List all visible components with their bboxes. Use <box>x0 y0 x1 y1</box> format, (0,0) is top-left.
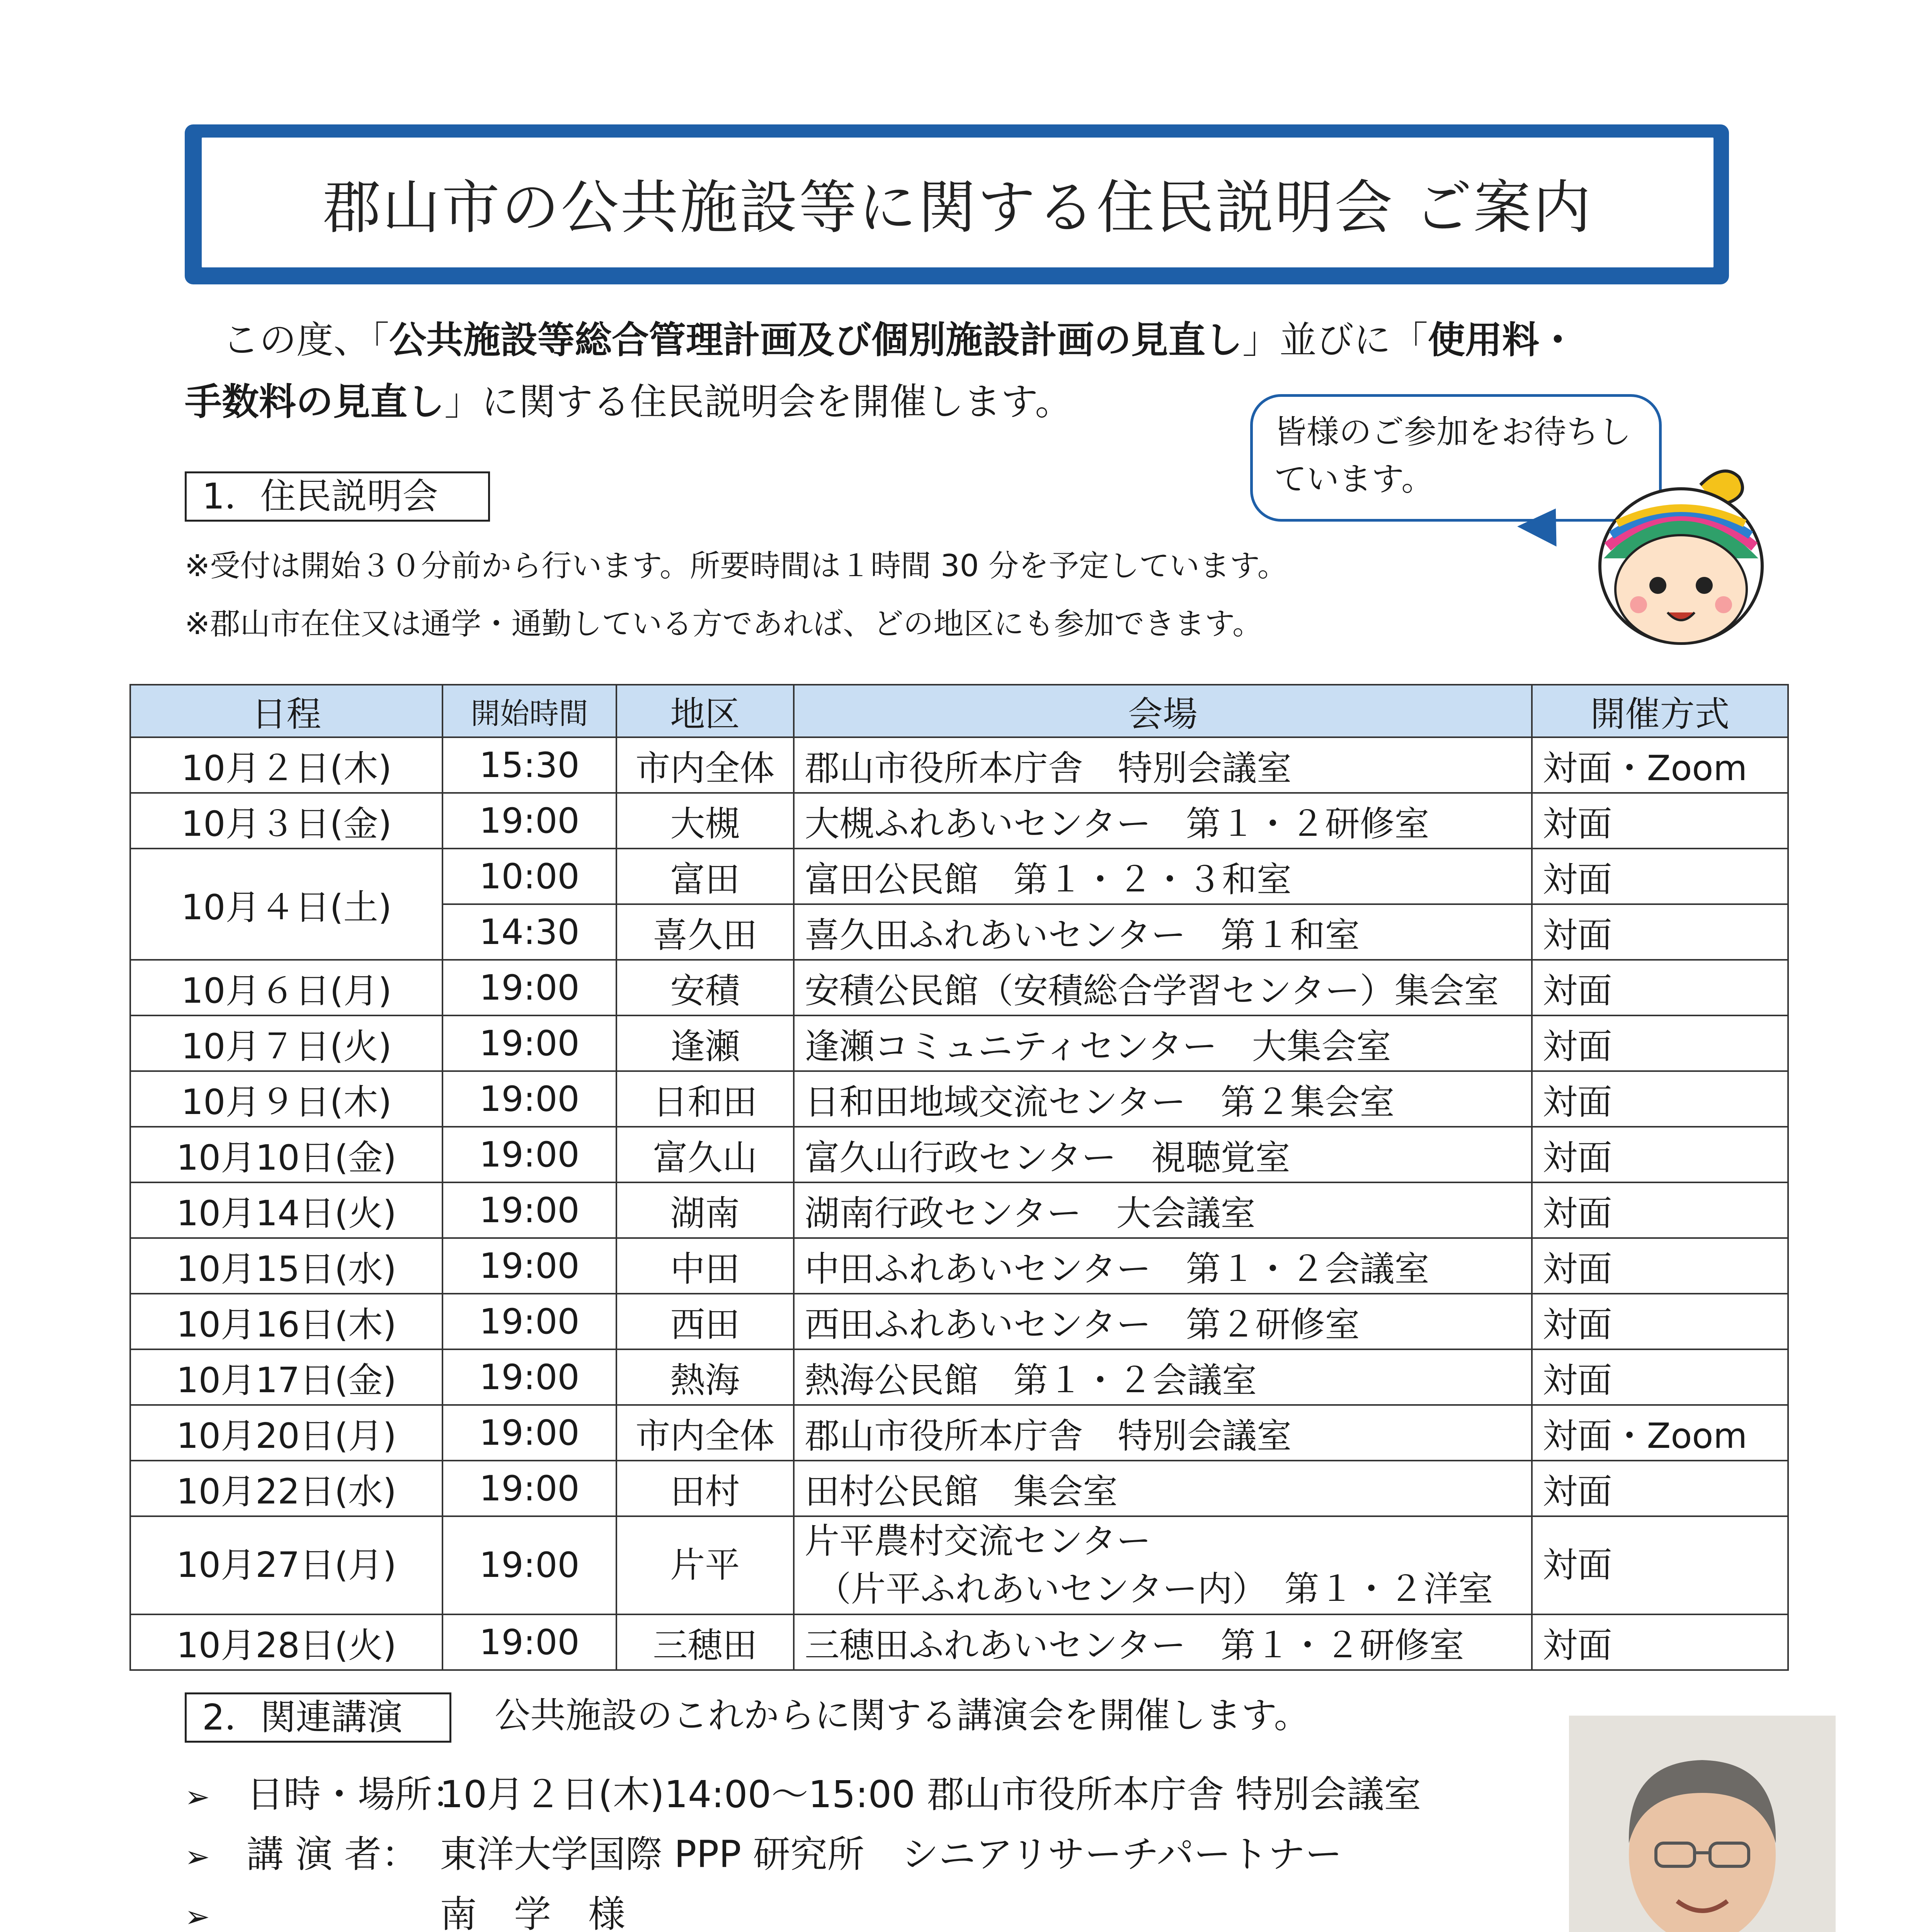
cell-mode: 対面・Zoom <box>1532 737 1788 793</box>
intro-emphasis: 使用料・ <box>1428 318 1576 362</box>
cell-venue <box>794 1516 1531 1614</box>
cell-area: 熱海 <box>616 1349 794 1405</box>
cell-area: 片平 <box>616 1516 794 1614</box>
cell-date: 10月６日(月) <box>130 960 442 1015</box>
table-row <box>130 1614 1788 1670</box>
intro-text: この度、「 <box>222 318 389 362</box>
section-1-note-1: ※受付は開始３０分前から行います。所要時間は１時間 30 分を予定しています。 <box>185 549 1288 583</box>
cell-venue: 湖南行政センター 大会議室 <box>794 1182 1531 1238</box>
cell-date: 10月27日(月) <box>130 1516 442 1614</box>
cell-venue: 中田ふれあいセンター 第１・２会議室 <box>794 1238 1531 1294</box>
cell-time: 10:00 <box>442 849 616 904</box>
cell-venue: 郡山市役所本庁舎 特別会議室 <box>794 1405 1531 1461</box>
cell-area: 富久山 <box>616 1127 794 1182</box>
cell-mode: 対面 <box>1532 904 1788 960</box>
cell-venue: 安積公民館（安積総合学習センター）集会室 <box>794 960 1531 1015</box>
cell-venue: 大槻ふれあいセンター 第１・２研修室 <box>794 793 1531 849</box>
venue-line-2: （片平ふれあいセンター内） 第１・２洋室 <box>816 1569 1493 1609</box>
cell-venue: 喜久田ふれあいセンター 第１和室 <box>794 904 1531 960</box>
cell-date: 10月９日(木) <box>130 1071 442 1127</box>
cell-date: 10月17日(金) <box>130 1349 442 1405</box>
cell-venue: 逢瀬コミュニティセンター 大集会室 <box>794 1015 1531 1071</box>
cell-time: 19:00 <box>442 1516 616 1614</box>
cell-area: 湖南 <box>616 1182 794 1238</box>
cell-time: 19:00 <box>442 1405 616 1461</box>
section-1-label: 1．住民説明会 <box>185 471 490 522</box>
intro-line-1 <box>222 309 1576 371</box>
cell-venue: 三穂田ふれあいセンター 第１・２研修室 <box>794 1614 1531 1670</box>
header-area: 地区 <box>616 685 794 737</box>
cell-venue: 日和田地域交流センター 第２集会室 <box>794 1071 1531 1127</box>
cell-mode: 対面 <box>1532 1238 1788 1294</box>
table-row <box>130 1182 1788 1238</box>
cell-time: 19:00 <box>442 1614 616 1670</box>
table-row <box>130 849 1788 904</box>
cell-venue: 富田公民館 第１・２・３和室 <box>794 849 1531 904</box>
cell-time: 19:00 <box>442 1015 616 1071</box>
cell-date: 10月20日(月) <box>130 1405 442 1461</box>
cell-mode: 対面 <box>1532 793 1788 849</box>
table-row <box>130 1349 1788 1405</box>
cell-date: 10月16日(木) <box>130 1294 442 1349</box>
cell-venue: 郡山市役所本庁舎 特別会議室 <box>794 737 1531 793</box>
intro-text: 」並びに「 <box>1242 318 1428 362</box>
cell-mode: 対面・Zoom <box>1532 1405 1788 1461</box>
intro-emphasis: 公共施設等総合管理計画及び個別施設計画の見直し <box>389 318 1242 362</box>
cell-area: 田村 <box>616 1461 794 1516</box>
cell-mode: 対面 <box>1532 1015 1788 1071</box>
cell-time: 19:00 <box>442 1071 616 1127</box>
lecture-key: 日時・場所： <box>247 1773 469 1816</box>
table-row <box>130 1405 1788 1461</box>
cell-time: 14:30 <box>442 904 616 960</box>
cell-time: 19:00 <box>442 793 616 849</box>
speaker-photo <box>1569 1716 1836 1932</box>
cell-area: 富田 <box>616 849 794 904</box>
table-row <box>130 1015 1788 1071</box>
cell-area: 大槻 <box>616 793 794 849</box>
table-row <box>130 793 1788 849</box>
lecture-item <box>185 1766 1421 1826</box>
table-row <box>130 1071 1788 1127</box>
mascot-icon <box>1584 462 1785 678</box>
cell-venue: 田村公民館 集会室 <box>794 1461 1531 1516</box>
cell-area: 逢瀬 <box>616 1015 794 1071</box>
cell-time: 19:00 <box>442 1294 616 1349</box>
cell-date: 10月15日(水) <box>130 1238 442 1294</box>
venue-line-1: 片平農村交流センター <box>805 1521 1151 1561</box>
cell-mode: 対面 <box>1532 849 1788 904</box>
schedule-table <box>129 684 1789 1671</box>
lecture-details <box>185 1766 1421 1932</box>
cell-time: 19:00 <box>442 1461 616 1516</box>
header-date: 日程 <box>130 685 442 737</box>
cell-area: 市内全体 <box>616 1405 794 1461</box>
cell-time: 15:30 <box>442 737 616 793</box>
header-mode: 開催方式 <box>1532 685 1788 737</box>
cell-mode: 対面 <box>1532 960 1788 1015</box>
table-row <box>130 1294 1788 1349</box>
cell-venue: 西田ふれあいセンター 第２研修室 <box>794 1294 1531 1349</box>
lecture-item <box>185 1826 1421 1886</box>
cell-area: 喜久田 <box>616 904 794 960</box>
cell-time: 19:00 <box>442 1349 616 1405</box>
cell-date: 10月10日(金) <box>130 1127 442 1182</box>
arrow-icon: ➢ <box>185 1840 210 1874</box>
cell-date: 10月７日(火) <box>130 1015 442 1071</box>
intro-line-2 <box>185 371 1072 433</box>
arrow-icon: ➢ <box>185 1780 210 1815</box>
cell-mode: 対面 <box>1532 1614 1788 1670</box>
cell-mode: 対面 <box>1532 1071 1788 1127</box>
lecture-value: 南 学 様 <box>440 1893 625 1932</box>
cell-mode: 対面 <box>1532 1516 1788 1614</box>
cell-mode: 対面 <box>1532 1182 1788 1238</box>
intro-text: 」に関する住民説明会を開催します。 <box>444 380 1072 423</box>
bubble-text: ています。 <box>1274 460 1434 498</box>
cell-mode: 対面 <box>1532 1294 1788 1349</box>
cell-date: 10月３日(金) <box>130 793 442 849</box>
cell-area: 安積 <box>616 960 794 1015</box>
cell-venue: 熱海公民館 第１・２会議室 <box>794 1349 1531 1405</box>
page-title: 郡山市の公共施設等に関する住民説明会 ご案内 <box>323 174 1593 242</box>
title-box <box>200 136 1715 269</box>
cell-mode: 対面 <box>1532 1349 1788 1405</box>
cell-time: 19:00 <box>442 960 616 1015</box>
bubble-text: 皆様のご参加をお待ちし <box>1274 413 1632 451</box>
table-row <box>130 737 1788 793</box>
cell-mode: 対面 <box>1532 1127 1788 1182</box>
section-2-description: 公共施設のこれからに関する講演会を開催します。 <box>495 1695 1310 1736</box>
table-row <box>130 1516 1788 1614</box>
lecture-value: 10月２日(木)14:00～15:00 郡山市役所本庁舎 特別会議室 <box>440 1773 1421 1816</box>
cell-mode: 対面 <box>1532 1461 1788 1516</box>
cell-date: 10月４日(土) <box>130 849 442 960</box>
cell-time: 19:00 <box>442 1127 616 1182</box>
header-venue: 会場 <box>794 685 1531 737</box>
lecture-value: 東洋大学国際 PPP 研究所 シニアリサーチパートナー <box>440 1833 1343 1876</box>
table-row <box>130 1127 1788 1182</box>
cell-area: 中田 <box>616 1238 794 1294</box>
cell-time: 19:00 <box>442 1182 616 1238</box>
cell-date: 10月２日(木) <box>130 737 442 793</box>
cell-area: 市内全体 <box>616 737 794 793</box>
lecture-item <box>185 1886 1421 1932</box>
table-row <box>130 1238 1788 1294</box>
arrow-icon: ➢ <box>185 1900 210 1932</box>
lecture-key: 講 演 者： <box>247 1833 419 1876</box>
cell-area: 三穂田 <box>616 1614 794 1670</box>
table-row <box>130 960 1788 1015</box>
header-time: 開始時間 <box>442 685 616 737</box>
intro-emphasis: 手数料の見直し <box>185 380 444 423</box>
section-1-note-2: ※郡山市在住又は通学・通勤している方であれば、どの地区にも参加できます。 <box>185 607 1263 641</box>
table-header-row <box>130 685 1788 737</box>
section-2-label: 2．関連講演 <box>185 1692 451 1743</box>
cell-date: 10月22日(水) <box>130 1461 442 1516</box>
table-row <box>130 1461 1788 1516</box>
cell-venue: 富久山行政センター 視聴覚室 <box>794 1127 1531 1182</box>
cell-area: 西田 <box>616 1294 794 1349</box>
cell-time: 19:00 <box>442 1238 616 1294</box>
cell-date: 10月28日(火) <box>130 1614 442 1670</box>
cell-area: 日和田 <box>616 1071 794 1127</box>
cell-date: 10月14日(火) <box>130 1182 442 1238</box>
